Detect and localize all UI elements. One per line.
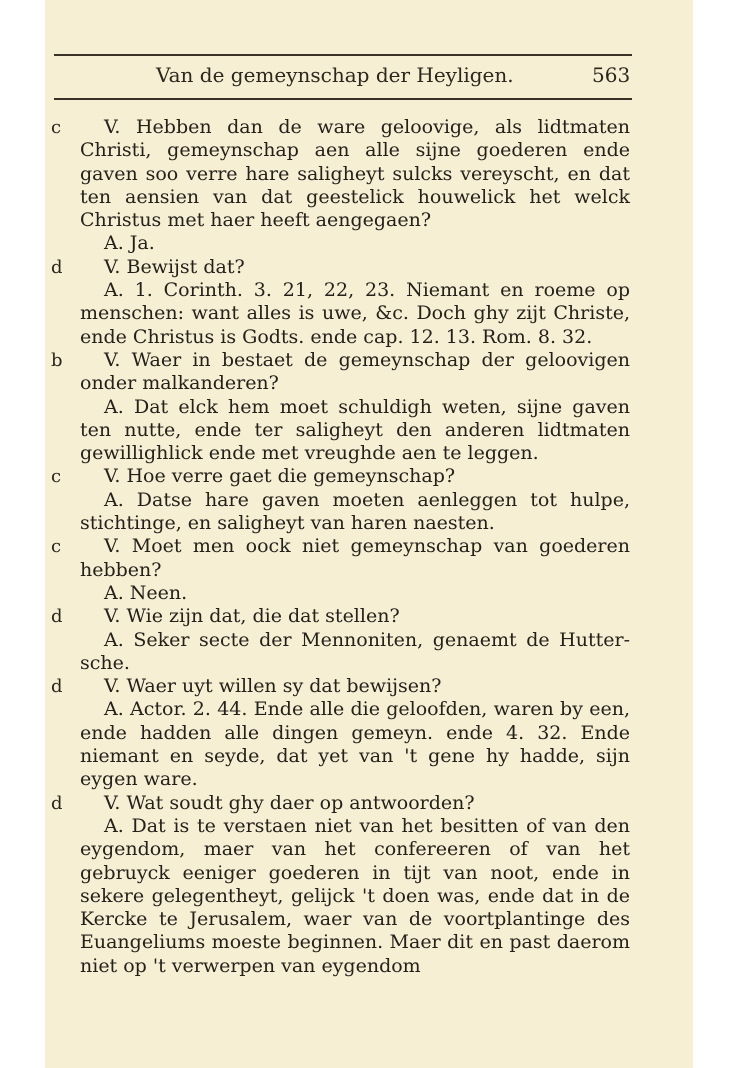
margin-marker: c	[51, 536, 62, 558]
body-text	[51, 116, 630, 978]
question-paragraph	[51, 535, 630, 582]
paragraph-text: V. Wie zijn dat, die dat stellen?	[104, 605, 400, 628]
margin-marker: c	[51, 466, 62, 488]
question-paragraph	[51, 465, 630, 488]
running-title: Van de gemeynschap der Heyligen.	[156, 63, 514, 87]
margin-marker: d	[51, 256, 63, 278]
page-number: 563	[592, 63, 631, 87]
paragraph-text: V. Wat soudt ghy daer op antwoorden?	[104, 791, 475, 814]
answer-paragraph	[80, 396, 630, 466]
paragraph-text: V. Hebben dan de ware geloovige, als lidtmaten Christi, gemeynschap aen alle sijne goederen ende gaven soo verre hare saligheyt sulcks vereyscht, en dat ten aensien van dat geestelick houwelick het welck Christus met haer heeft aengegaen?	[80, 116, 630, 232]
answer-paragraph	[80, 582, 630, 605]
paragraph-text: A. Ja.	[104, 232, 155, 255]
question-paragraph	[51, 605, 630, 628]
question-paragraph	[51, 675, 630, 698]
answer-paragraph	[80, 279, 630, 349]
paragraph-text: V. Hoe verre gaet die gemeynschap?	[104, 465, 456, 488]
header-rule-top	[54, 54, 632, 56]
question-paragraph	[51, 348, 630, 396]
question-paragraph	[51, 791, 630, 815]
margin-marker: d	[51, 676, 63, 698]
paragraph-text: V. Waer uyt willen sy dat bewijsen?	[104, 675, 442, 698]
answer-paragraph	[80, 698, 630, 791]
question-paragraph	[51, 255, 630, 279]
answer-paragraph	[80, 815, 630, 978]
paragraph-text: A. Dat is te verstaen niet van het besitten of van den eygendom, maer van het confereeren of van het gebruyck eeniger goederen in tijt van noot, ende in sekere gelegentheyt, gelijck 't doen was, ende dat in de Kercke te Jerusalem, waer van de voortplantinge des Euangeliums moeste beginnen. Maer dit en past daerom niet op 't verwerpen van eygendom	[80, 814, 630, 977]
answer-paragraph	[80, 232, 630, 255]
paragraph-text: A. Dat elck hem moet schuldigh weten, sijne gaven ten nutte, ende ter saligheyt den anderen lidtmaten gewillighlick ende met vreughde aen te leggen.	[80, 395, 630, 465]
margin-marker: c	[51, 117, 62, 138]
margin-marker: d	[51, 606, 63, 628]
paragraph-text: A. Seker secte der Mennoniten, genaemt de Huttersche.	[80, 628, 630, 674]
paragraph-text: V. Waer in bestaet de gemeynschap der geloovigen onder malkanderen?	[80, 348, 630, 395]
header-rule-bottom	[54, 98, 632, 100]
margin-marker: b	[51, 349, 63, 371]
answer-paragraph	[80, 629, 630, 676]
paragraph-text: V. Bewijst dat?	[104, 255, 245, 278]
paragraph-text: A. Neen.	[104, 581, 188, 604]
paragraph-text: A. Actor. 2. 44. Ende alle die geloofden, waren by een, ende hadden alle dingen gemeyn. ende 4. 32. Ende niemant en seyde, dat yet van 't gene hy hadde, sijn eygen ware.	[80, 698, 630, 791]
paragraph-text: A. Datse hare gaven moeten aenleggen tot hulpe, stichtinge, en saligheyt van haren naesten.	[80, 488, 630, 535]
question-paragraph	[51, 116, 630, 232]
answer-paragraph	[80, 489, 630, 536]
paragraph-text: A. 1. Corinth. 3. 21, 22, 23. Niemant en roeme op menschen: want alles is uwe, &c. Doch ghy zijt Christe, ende Christus is Godts. ende cap. 12. 13. Rom. 8. 32.	[80, 279, 630, 348]
paragraph-text: V. Moet men oock niet gemeynschap van goederen hebben?	[80, 535, 630, 581]
margin-marker: d	[51, 792, 63, 814]
